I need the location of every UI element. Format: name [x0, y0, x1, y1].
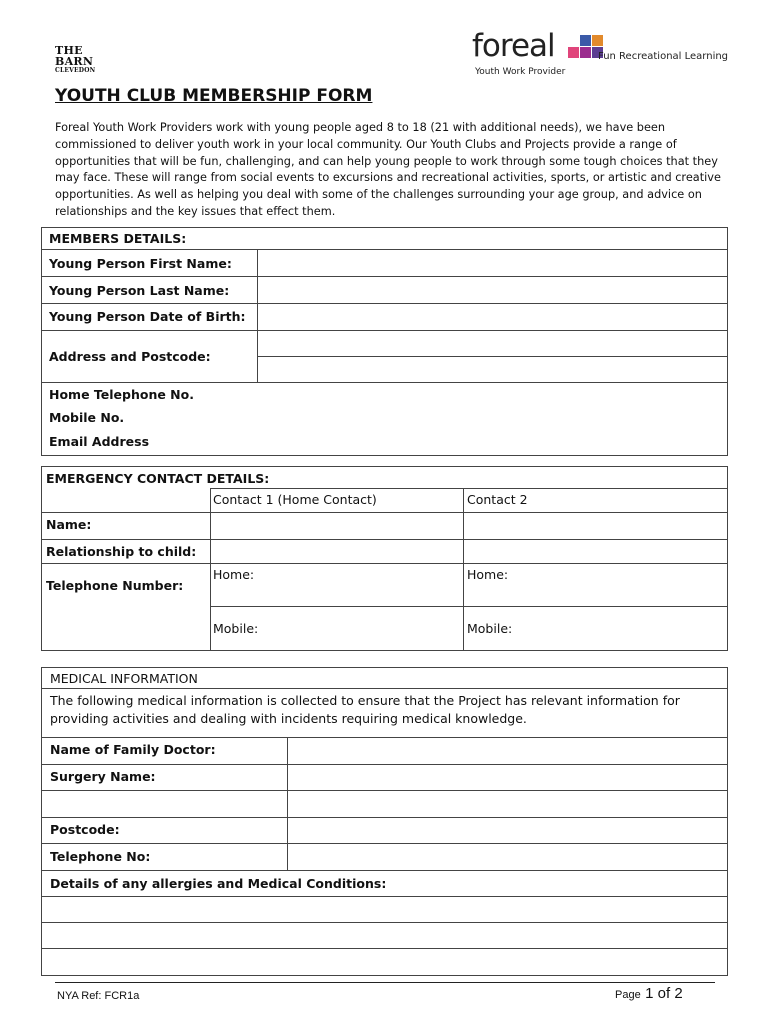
footer-ref: NYA Ref: FCR1a — [57, 990, 140, 1002]
logo-square-5 — [592, 35, 603, 46]
page-word: Page — [615, 989, 641, 1001]
surgery-name-label: Surgery Name: — [50, 769, 156, 784]
postcode-field[interactable] — [288, 818, 727, 842]
telephone-number-label: Telephone Number: — [46, 578, 184, 593]
emergency-name-label: Name: — [46, 517, 92, 532]
relationship-label: Relationship to child: — [46, 544, 197, 559]
form-title: YOUTH CLUB MEMBERSHIP FORM — [55, 86, 373, 106]
medical-description: The following medical information is collected to ensure that the Project has relevant information for providing activities and dealing with incidents requiring medical knowledge. — [50, 693, 680, 726]
last-name-label: Young Person Last Name: — [49, 283, 230, 298]
first-name-label: Young Person First Name: — [49, 256, 232, 271]
telephone-no-label: Telephone No: — [50, 849, 151, 864]
logo-square-3 — [568, 47, 579, 58]
first-name-field[interactable] — [258, 250, 727, 275]
contact-1-home-field[interactable] — [211, 564, 462, 605]
emergency-contact-heading: EMERGENCY CONTACT DETAILS: — [46, 471, 270, 486]
page-number: 1 of 2 — [645, 985, 683, 1002]
address-label: Address and Postcode: — [49, 349, 211, 364]
mobile-label: Mobile No. — [49, 410, 125, 425]
medical-information-heading: MEDICAL INFORMATION — [50, 671, 198, 686]
members-details-heading: MEMBERS DETAILS: — [49, 231, 187, 246]
foreal-logo-subtitle: Youth Work Provider — [475, 67, 566, 77]
contact-2-header: Contact 2 — [467, 492, 528, 507]
contact-2-mobile-field[interactable] — [464, 607, 727, 650]
foreal-tagline: Fun Recreational Learning — [598, 51, 729, 62]
last-name-field[interactable] — [258, 277, 727, 302]
dob-field[interactable] — [258, 304, 727, 329]
address-field[interactable] — [258, 331, 727, 381]
barn-logo-line-1: THE — [55, 44, 83, 57]
contact-1-home-label: Home: — [213, 567, 255, 582]
contact-1-mobile-field[interactable] — [211, 607, 462, 650]
allergies-field[interactable] — [42, 897, 727, 975]
footer-rule — [55, 982, 715, 983]
allergies-label: Details of any allergies and Medical Conditions: — [50, 876, 387, 891]
logo-square-1 — [580, 35, 591, 46]
contact-2-relationship-field[interactable] — [464, 540, 727, 562]
barn-logo-line-3: CLEVEDON — [55, 67, 96, 74]
page-indicator — [615, 985, 683, 1003]
family-doctor-label: Name of Family Doctor: — [50, 742, 216, 757]
contact-1-relationship-field[interactable] — [211, 540, 462, 562]
logo-square-2 — [580, 47, 591, 58]
email-label: Email Address — [49, 434, 150, 449]
surgery-name-field[interactable] — [288, 765, 727, 816]
contact-2-home-field[interactable] — [464, 564, 727, 605]
barn-logo — [55, 45, 105, 74]
family-doctor-field[interactable] — [288, 738, 727, 763]
home-telephone-label: Home Telephone No. — [49, 387, 194, 402]
contact-1-mobile-label: Mobile: — [213, 621, 259, 636]
surgery-telephone-field[interactable] — [288, 844, 727, 869]
contact-2-home-label: Home: — [467, 567, 509, 582]
contact-1-header: Contact 1 (Home Contact) — [213, 492, 377, 507]
contact-2-name-field[interactable] — [464, 513, 727, 538]
contact-1-name-field[interactable] — [211, 513, 462, 538]
foreal-logo-word: foreal — [472, 28, 555, 64]
contact-2-mobile-label: Mobile: — [467, 621, 513, 636]
postcode-label: Postcode: — [50, 822, 120, 837]
dob-label: Young Person Date of Birth: — [49, 309, 246, 324]
intro-paragraph: Foreal Youth Work Providers work with young people aged 8 to 18 (21 with additional needs), we have been commissioned to deliver youth work in your local community. Our Youth Clubs and Projects provide a range of opportunities that will be fun, challenging, and can help young people to work through some tough choices that they may face. These will range from social events to excursions and recreational activities, sports, or artistic and creative opportunities. As well as helping you deal with some of the challenges surrounding your age group, and advice on relationships and the key issues that effect them. — [55, 121, 721, 218]
barn-logo-line-2: BARN — [55, 55, 94, 68]
foreal-logo — [472, 28, 729, 83]
